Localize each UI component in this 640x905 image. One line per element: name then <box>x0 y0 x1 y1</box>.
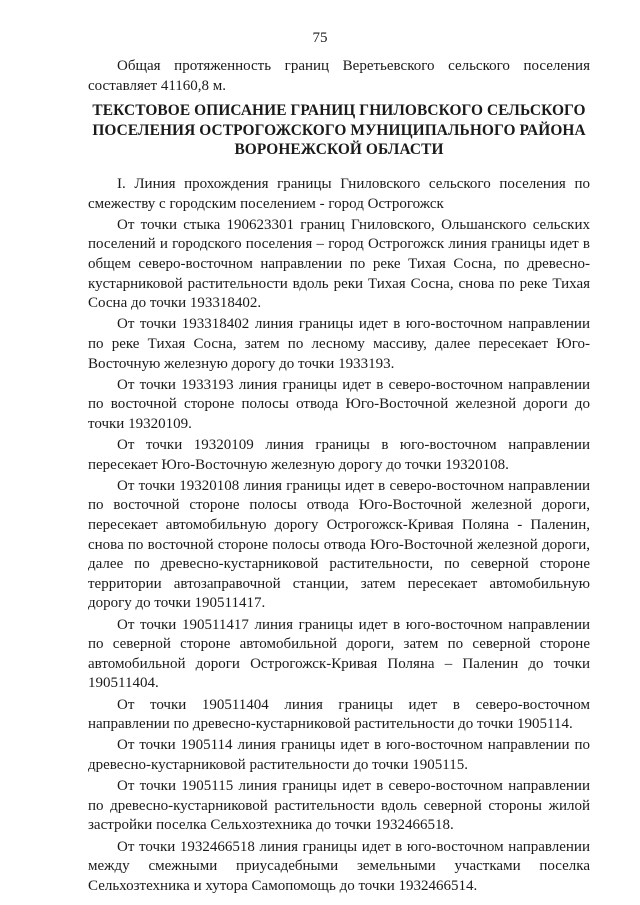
paragraph: I. Линия прохождения границы Гниловского сельского поселения по смежеству с городским поселением - город Острогожск <box>88 176 590 212</box>
paragraph: От точки 19320109 линия границы в юго-восточном направлении пересекает Юго-Восточную железную дорогу до точки 19320108. <box>88 437 590 473</box>
section-title <box>80 101 598 160</box>
paragraph: От точки 190511404 линия границы идет в северо-восточном направлении по древесно-кустарниковой растительности до точки 1905114. <box>88 696 590 733</box>
page-number: 75 <box>312 30 328 46</box>
paragraph: От точки 1933193 линия границы идет в северо-восточном направлении по восточной стороне полосы отвода Юго-Восточной железной дороги до точки 19320109. <box>88 376 590 432</box>
section-title-line: ТЕКСТОВОЕ ОПИСАНИЕ ГРАНИЦ ГНИЛОВСКОГО СЕЛЬСКОГО <box>92 102 586 119</box>
paragraph: От точки 19320108 линия границы идет в северо-восточном направлении по восточной стороне полосы отвода Юго-Восточной железной дороги, пересекает автомобильную дорогу Острогожск-Кривая Поляна - Паленин, снова по восточной стороне полосы отвода Юго-Восточной железной дороги, далее по древесно-кустарниковой растительности, по северной стороне территории автозаправочной станции, затем пересекает автомобильную дорогу до точки 190511417. <box>88 477 590 612</box>
paragraph: От точки стыка 190623301 границ Гниловского, Ольшанского сельских поселений и городского поселения – город Острогожск линия границы идет в общем северо-восточном направлении по реке Тихая Сосна, по древесно-кустарниковой растительности вдоль реки Тихая Сосна, снова по реке Тихая Сосна до точки 193318402. <box>88 216 590 312</box>
section-title-line: ВОРОНЕЖСКОЙ ОБЛАСТИ <box>234 141 444 159</box>
paragraph: От точки 1932466518 линия границы идет в юго-восточном направлении между смежными приусадебными земельными участками поселка Сельхозтехника и хутора Самопомощь до точки 1932466514. <box>88 838 590 894</box>
intro-paragraph: Общая протяженность границ Веретьевского сельского поселения составляет 41160,8 м. <box>88 58 590 94</box>
intro-block <box>88 57 590 96</box>
paragraph: От точки 193318402 линия границы идет в юго-восточном направлении по реке Тихая Сосна, затем по лесному массиву, далее пересекает Юго-Восточную железную дорогу до точки 1933193. <box>88 316 590 372</box>
paragraph: От точки 190511417 линия границы идет в юго-восточном направлении по северной стороне автомобильной дороги, затем по северной стороне автомобильной дороги Острогожск-Кривая Поляна – Паленин до точки 190511404. <box>88 616 590 692</box>
paragraph: От точки 1905115 линия границы идет в северо-восточном направлении по древесно-кустарниковой растительности вдоль северной стороны жилой застройки поселка Сельхозтехника до точки 1932466518. <box>88 778 590 834</box>
boundary-description <box>88 175 590 898</box>
section-title-line: ПОСЕЛЕНИЯ ОСТРОГОЖСКОГО МУНИЦИПАЛЬНОГО РАЙОНА <box>92 121 586 139</box>
paragraph: От точки 1905114 линия границы идет в юго-восточном направлении по древесно-кустарниковой растительности до точки 1905115. <box>88 737 590 773</box>
